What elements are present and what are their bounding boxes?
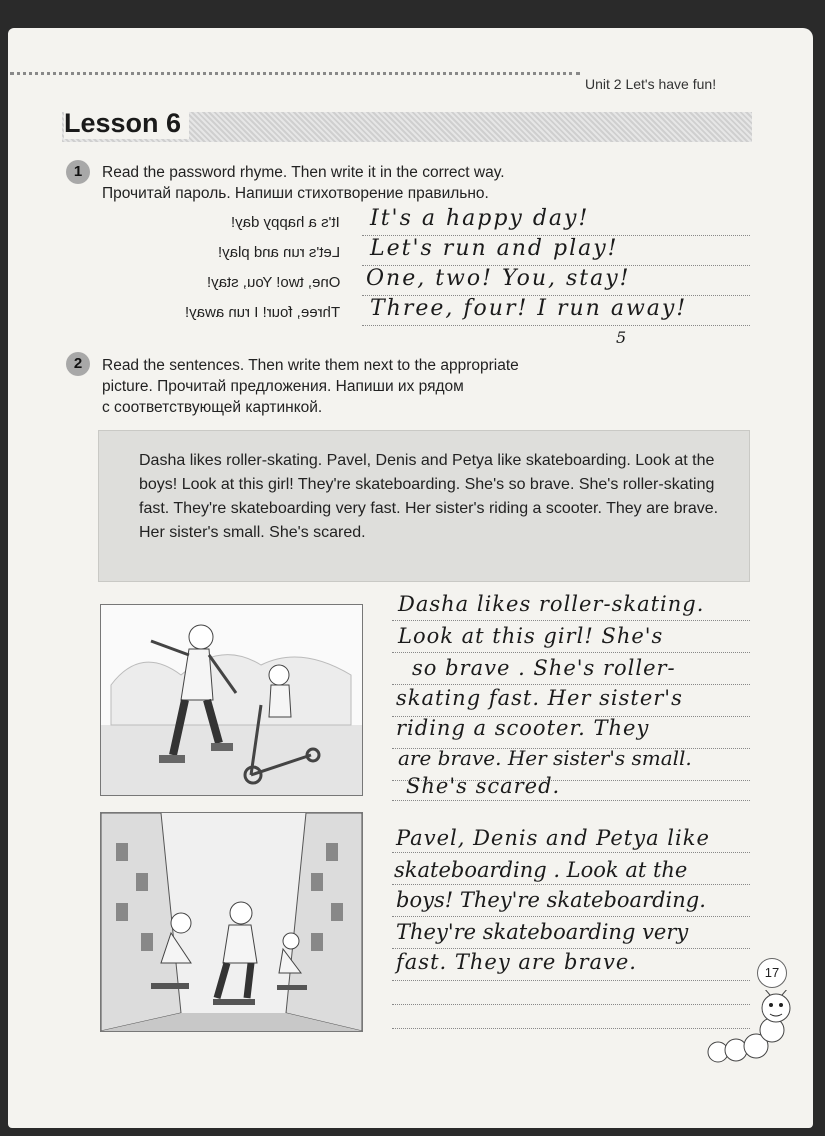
handwritten-answer: Three, four! I run away! (370, 296, 688, 321)
header-dots (10, 72, 580, 85)
rhyme-row (100, 208, 750, 238)
mirrored-text: One, two! You, stay! (206, 274, 340, 291)
exercise-1-instruction-en: Read the password rhyme. Then write it in the correct way. (102, 164, 505, 181)
answer-2-line-5: fast. They are brave. (396, 950, 637, 974)
sentences-text: Dasha likes roller-skating. Pavel, Denis and Petya like skateboarding. Look at the boys! Look at this girl! They're skateboarding. She's so brave. She's roller-skating fast. They're skateboarding very fast. Her sister's riding a scooter. They are brave. Her sister's small. She's scared. (139, 452, 719, 541)
writing-line (392, 620, 750, 621)
answer-1-line-1: Dasha likes roller-skating. (398, 592, 705, 616)
picture-boys-skateboarding (100, 812, 363, 1032)
mirrored-text: Let's run and play! (217, 244, 340, 261)
answer-2-line-4: They're skateboarding very (396, 920, 689, 944)
exercise-1-number: 1 (66, 160, 90, 184)
writing-line (392, 884, 750, 885)
exercise-1-instructions (102, 162, 505, 204)
exercise-1-instruction-ru: Прочитай пароль. Напиши стихотворение правильно. (102, 185, 489, 202)
answer-1-line-5: riding a scooter. They (396, 716, 650, 740)
exercise-2-number: 2 (66, 352, 90, 376)
answer-1-line-4: skating fast. Her sister's (396, 686, 683, 710)
exercise-2-instruction-en-1: Read the sentences. Then write them next to the appropriate (102, 357, 519, 374)
mirrored-text: It's a happy day! (231, 214, 340, 231)
caterpillar-mascot-icon (700, 990, 800, 1070)
handwritten-answer: One, two! You, stay! (366, 266, 631, 291)
boys-skateboarding-illustration (101, 813, 362, 1031)
unit-header: Unit 2 Let's have fun! (585, 76, 717, 92)
handwritten-answer: It's a happy day! (370, 206, 590, 231)
writing-line (392, 948, 750, 949)
page-number: 17 (757, 958, 787, 988)
teacher-mark: 5 (616, 328, 627, 347)
picture-girls-skating (100, 604, 363, 796)
writing-line (392, 916, 750, 917)
rhyme-row (100, 238, 750, 268)
writing-line (392, 980, 750, 981)
mirrored-text: Three, four! I run away! (184, 304, 340, 321)
rhyme-row (100, 298, 750, 328)
girls-skating-illustration (101, 605, 362, 795)
writing-line (392, 652, 750, 653)
answer-1-line-7: She's scared. (406, 774, 561, 798)
rhyme-row (100, 268, 750, 298)
writing-line (392, 852, 750, 853)
exercise-2-instructions (102, 355, 519, 418)
answer-1-line-3: so brave . She's roller- (412, 656, 676, 680)
answer-1-line-2: Look at this girl! She's (398, 624, 664, 648)
exercise-2-instruction-ru-2: с соответствующей картинкой. (102, 399, 323, 416)
writing-line (392, 684, 750, 685)
answer-line (362, 325, 750, 326)
answer-2-line-1: Pavel, Denis and Petya like (396, 826, 710, 850)
writing-line (392, 1004, 750, 1005)
answer-2-line-2: skateboarding . Look at the (394, 858, 688, 882)
exercise-2-instruction-en-2: picture. (102, 378, 153, 395)
lesson-title: Lesson 6 (64, 108, 189, 139)
exercise-2-instruction-ru-1: Прочитай предложения. Напиши их рядом (157, 378, 464, 395)
writing-line (392, 1028, 750, 1029)
writing-line (392, 800, 750, 801)
answer-1-line-6: are brave. Her sister's small. (398, 746, 692, 770)
sentences-box (98, 430, 750, 582)
handwritten-answer: Let's run and play! (370, 236, 619, 261)
answer-2-line-3: boys! They're skateboarding. (396, 888, 706, 912)
